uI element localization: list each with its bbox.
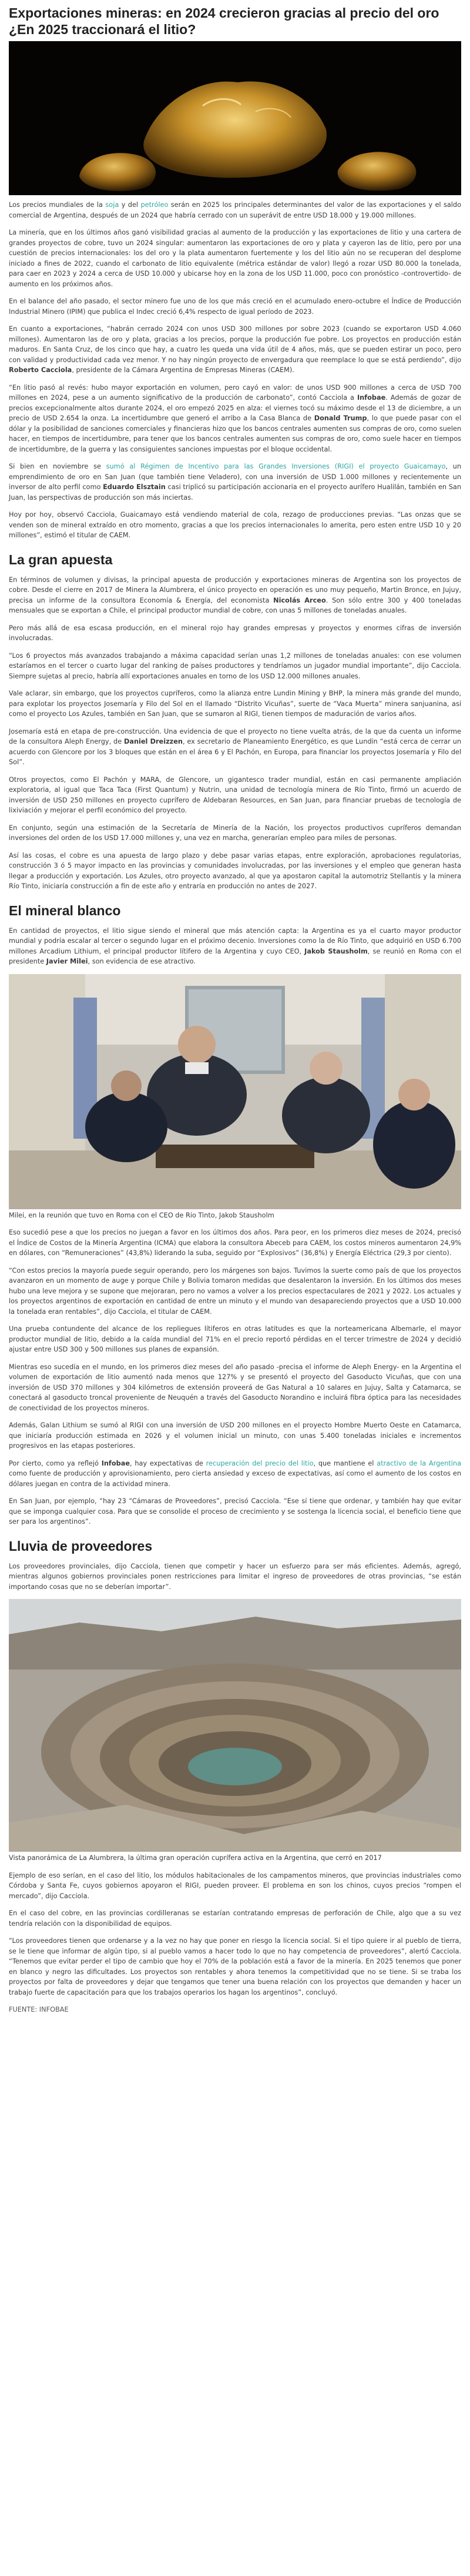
- photo-caption: Vista panorámica de La Alumbrera, la última gran operación cuprífera activa en la Argentina, que cerró en 2017: [9, 1854, 382, 1862]
- paragraph: En cantidad de proyectos, el litio sigue siendo el mineral que más atención capta: la Argentina es ya el cuarto mayor productor mundial y podría escalar al tercer o segundo lugar en el próximo decenio. Inversiones como la de Río Tinto, que adquirió en USD 6.700 millones Arcadium Lithium, el principal productor lítifero de la Argentina y cuyo CEO, Jakob Stausholm, se reunió en Roma con el presidente Javier Milei, son evidencia de ese atractivo.: [9, 926, 461, 965]
- paragraph: En conjunto, según una estimación de la Secretaría de Minería de la Nación, los proyectos productivos cupríferos demandan inversiones del orden de los USD 17.000 millones y, una vez en marcha, generarían empleo para miles de personas.: [9, 824, 461, 842]
- link-rigi-guaicamayo[interactable]: sumó al Régimen de Incentivo para las Grandes Inversiones (RIGI) el proyecto Guaicamayo: [106, 463, 446, 470]
- paragraph: “Los proveedores tienen que ordenarse y a la vez no hay que poner en riesgo la licencia social. Si el tipo quiere ir al pueblo de tierra, se le tiene que informar de algún tipo, si al pueblo vamos a hacer todo lo que no hay competencia de proveedores”, alertó Cacciola. “Tenemos que evitar perder el tipo de cambio que hoy el 70% de la población está a favor de la minería. En 2025 tenemos que poner en blanco y negro las dificultades. Los proyectos son rentables y ahora tenemos la competitividad que no se tiene. Si se traba los proyectos por falta de proveedores y dejar que tengamos que tener una buena relación con los proyectos que demanden y hacer un trabajo fuerte de capacitación para que los trabajos operarios los hagan los argentinos”, concluyó.: [9, 1937, 461, 1996]
- section-title: La gran apuesta: [9, 551, 113, 567]
- paragraph: En el caso del cobre, en las provincias cordilleranas se estarían contratando empresas de perforación de Chile, algo que a su vez tendría relación con la disponibilidad de equipos.: [9, 1909, 461, 1928]
- paragraph: “Los 6 proyectos más avanzados trabajando a máxima capacidad serían unas 1,2 millones de toneladas anuales: con ese volumen estaríamos en el tercer o cuarto lugar del ranking de países productores y tendríamos un jugador mundial importante”, dijo Cacciola. Siempre sujetas al precio, habría allí exportaciones anuales en torno de los USD 12.000 millones anuales.: [9, 651, 461, 680]
- paragraph: Vale aclarar, sin embargo, que los proyectos cupríferos, como la alianza entre Lundin Mining y BHP, la minera más grande del mundo, para explotar los proyectos Josemaría y Filo del Sol en el llamado “Distrito Vicuñas”, suerte de “Vaca Muerta” minera sanjuanina, así como el proyecto Los Azules, también en San Juan, que se sumaron al RIGI, tienen tiempos de maduración de varios años.: [9, 690, 461, 718]
- paragraph: Los precios mundiales de la soja y del petróleo serán en 2025 los principales determinantes del valor de las exportaciones y el saldo comercial de Argentina, después de un 2024 que habría cerrado con un superávit de entre USD 18.000 y 19.000 millones.: [9, 201, 462, 219]
- paragraph: Si bien en noviembre se sumó al Régimen de Incentivo para las Grandes Inversiones (RIGI) el proyecto Guaicamayo, un emprendimiento de oro en San Juan (que también tiene Veladero), con una inversión de USD 1.000 millones y recientemente un inversor de alto perfil como Eduardo Elsztain casi triplicó su participación accionaria en el proyecto aurífero Hualilán, también en San Juan, las perspectivas de producción son más inciertas.: [9, 463, 462, 501]
- link-petroleo[interactable]: petróleo: [140, 201, 169, 209]
- photo-caption: Milei, en la reunión que tuvo en Roma con el CEO de Rio Tinto, Jakob Stausholm: [9, 1211, 274, 1219]
- paragraph: Josemaría está en etapa de pre-construcción. Una evidencia de que el proyecto no tiene vuelta atrás, de la que da cuenta un informe de la consultora Aleph Energy, de Daniel Dreizzen, ex secretario de Planeamiento Energético, es que Lundin “está cerca de cerrar un acuerdo con Glencore por los 3 bloques que están en el área 6 y El Pachón, en Europa, para financiar los proyectos Josemaría y Filo del Sol”.: [9, 727, 461, 766]
- article-source: FUENTE: INFOBAE: [9, 2006, 69, 2013]
- meeting-figure: [9, 974, 461, 1221]
- paragraph: Una prueba contundente del alcance de los repliegues lítiferos en otras latitudes es que la norteamericana Albemarle, el mayor productor mundial de litio, debido a la caída mundial del 71% en el precio reportó pérdidas en el tercer trimestre de 2024 y decidió ajustar entre USD 300 y 500 millones sus planes de expansión.: [9, 1325, 461, 1353]
- paragraph: Hoy por hoy, observó Cacciola, Guaicamayo está vendiendo material de cola, rezago de producciones previas. “Las onzas que se venden son de mineral extraído en otro momento, gracias a que los precios internacionales lo amerita, pero esten entre USD 10 y 20 millones”, estimó el titular de CAEM.: [9, 511, 461, 539]
- section-title: Lluvia de proveedores: [9, 1538, 153, 1554]
- paragraph: Pero más allá de esa escasa producción, en el mineral rojo hay grandes empresas y proyectos y enormes cifras de inversión involucradas.: [9, 624, 461, 642]
- open-pit-mine-photo: [9, 1599, 461, 1852]
- paragraph: Eso sucedió pese a que los precios no juegan a favor en los últimos dos años. Para peor, en los primeros diez meses de 2024, precisó el Índice de Costos de la Minería Argentina (ICMA) que elabora la consultora Abeceb para CAEM, los costos mineros aumentaron 24,9% en dólares, con “Remuneraciones” (43,8%) liderando la suba, seguido por “Explosivos” (36,8%) y Energía Eléctrica (29,3 por ciento).: [9, 1229, 461, 1257]
- paragraph: Mientras eso sucedía en el mundo, en los primeros diez meses del año pasado -precisa el informe de Aleph Energy- en la Argentina el volumen de exportación de litio aumentó nada menos que 127% y se presentó el proyecto del Gasoducto Vicuñas, que con una inversión de USD 370 millones y 304 kilómetros de extensión proveerá de Gas Natural a 10 salares en Jujuy, Salta y Catamarca, se conectará al gasoducto troncal proveniente de Neuquén a través del Gasoducto Norandino e incluirá fibra óptica para las necesidades de conectividad de los proyectos mineros.: [9, 1363, 461, 1412]
- link-precio-litio[interactable]: recuperación del precio del litio: [206, 1459, 314, 1467]
- gold-nuggets-photo: [9, 41, 461, 195]
- paragraph: En el balance del año pasado, el sector minero fue uno de los que más creció en el acumulado enero-octubre el Índice de Producción Industrial Minero (IPIM) que publica el Indec creció 6,4% respecto de igual período de 2023.: [9, 297, 461, 316]
- paragraph: Los proveedores provinciales, dijo Cacciola, tienen que competir y hacer un esfuerzo para ser más eficientes. Además, agregó, mientras algunos gobiernos provinciales ponen restricciones para limitar el ingreso de proveedores de otras provincias, “se están importando cosas que no se deberían importar”.: [9, 1562, 461, 1591]
- paragraph: Así las cosas, el cobre es una apuesta de largo plazo y debe pasar varias etapas, entre exploración, aprobaciones regulatorias, construcción 3 ó 5 mayor impacto en las provincias y comunidades involucradas, por las inversiones y el empleo que generan hasta llegar a producción y exportación. Los Azules, otro proyecto avanzado, al que ya apostaron capital la automotriz Stellantis y la minera Río Tinto, iniciaría construcción a fin de este año y entraría en producción no antes de 2027.: [9, 851, 461, 890]
- paragraph: “Con estos precios la mayoría puede seguir operando, pero los márgenes son bajos. Tuvimos la suerte como país de que los proyectos avanzaron en un momento de auge y porque Chile y Bolivia tomaron medidas que desalentaron la inversión. En los últimos dos meses hubo una leve mejora y se supone que mejoraran, pero no vamos a volver a los precios espectaculares de 2021 y 2022. Los actuales y los proyectos argentinos de exportación en cantidad de entre un minuto y el mundo van desapareciendo proyectos que a USD 10.000 la tonelada eran rentables”, dijo Cacciola, el titular de CAEM.: [9, 1266, 461, 1316]
- paragraph: “En litio pasó al revés: hubo mayor exportación en volumen, pero cayó en valor: de unos USD 900 millones a cerca de USD 700 millones en 2024, pese a un aumento significativo de la producción de carbonato”, contó Cacciola a Infobae. Además de gozar de precios excepcionalmente altos durante 2024, el oro empezó 2025 en alza: el viernes tocó su máximo desde el 13 de diciembre, a un precio de USD 2.654 la onza. La incertidumbre que generó el arribo a la Casa Blanca de Donald Trump, lo que puede pasar con el dólar y la posibilidad de sanciones comerciales y financieras hizo que los bancos centrales aumenten sus compras de oro, como suelen hacer, en tiempos de incertidumbre, para tener que los bancos centrales aumenten sus compras de oro, como suele hacer en tiempos de incertidumbre, de la guerra y las consiguientes sanciones impuestas por el bloque occidental.: [9, 383, 461, 453]
- paragraph: Por cierto, como ya reflejó Infobae, hay expectativas de recuperación del precio del litio, que mantiene el atractivo de la Argentina como fuente de producción y aprovisionamiento, pero cierta ansiedad y exceso de expectativas, así como el aumento de los costos en dólares juegan en contra de la actividad minera.: [9, 1459, 462, 1488]
- paragraph: Otros proyectos, como El Pachón y MARA, de Glencore, un gigantesco trader mundial, están en casi permanente ampliación exploratoria, al igual que Taca Taca (First Quantum) y Nutrin, una unidad de tecnología minera de Río Tinto, firmó un acuerdo de inversión de USD 250 millones en proyecto cuprífero de Aldebaran Resources, en San Juan, para financiar pruebas de tecnología de lixiviación y mejorar el perfil económico del proyecto.: [9, 775, 461, 814]
- paragraph: En términos de volumen y divisas, la principal apuesta de producción y exportaciones mineras de Argentina son los proyectos de cobre. Desde el cierre en 2017 de Minera la Alumbrera, el único proyecto en operación es uno muy pequeño, Martin Bronce, en Jujuy, precisa un informe de la consultora Economía & Energía, del economista Nicolás Arceo. Son sólo entre 300 y 400 toneladas mensuales que se exportan a Chile, el principal productor mundial de cobre, con unas 5 millones de toneladas anuales.: [9, 576, 461, 614]
- mine-figure: [9, 1599, 461, 1864]
- article-title: Exportaciones mineras: en 2024 crecieron gracias al precio del oro ¿En 2025 traccionará el litio?: [9, 5, 439, 37]
- meeting-photo: [9, 974, 461, 1209]
- hero-figure: [9, 41, 461, 195]
- link-soja[interactable]: soja: [105, 201, 119, 209]
- paragraph: En cuanto a exportaciones, “habrán cerrado 2024 con unos USD 300 millones por sobre 2023 (cuando se exportaron USD 4.060 millones). Aumentaron las de oro y plata, gracias a los precios, porque la producción fue pobre. Los proyectos en producción están maduros. En Santa Cruz, de los cinco que hay, a cuatro les queda una vida útil de 4 años, más, que se pueden estirar un poco, pero con validad y productividad cada vez menor. Y no hay ningún proyecto de envergadura que reemplace lo que se está perdiendo”, dijo Roberto Cacciola, presidente de la Cámara Argentina de Empresas Mineras (CAEM).: [9, 325, 461, 374]
- section-title: El mineral blanco: [9, 902, 121, 918]
- paragraph: La minería, que en los últimos años ganó visibilidad gracias al aumento de la producción y las exportaciones de litio y una cartera de grandes proyectos de cobre, tuvo un 2024 singular: aumentaron las exportaciones de oro y plata y cayeron las de litio, pero por una cuestión de precios internacionales: los del oro y la plata aumentaron fuertemente y los del litio aún no se recuperan del desplome iniciado a fines de 2022, cuando el carbonato de litio equivalente (métrica estándar de valor) llegó a rozar USD 80.000 la tonelada, para caer en 2023 y 2024 a cerca de USD 10.000 y ubicarse hoy en la zona de los USD 11.000, poco con pronóstico -controvertido- de aumento en los próximos años.: [9, 229, 461, 288]
- paragraph: En San Juan, por ejemplo, “hay 23 “Cámaras de Proveedores”, precisó Cacciola. “Ese sí tiene que ordenar, y también hay que evitar que se imponga cualquier cosa. Para que se consolide el proceso de crecimiento y se sostenga la licencia social, el beneficio tiene que ser para los argentinos”.: [9, 1497, 461, 1525]
- link-atractivo-argentina[interactable]: atractivo de la Argentina: [377, 1459, 462, 1467]
- paragraph: Además, Galan Lithium se sumó al RIGI con una inversión de USD 200 millones en el proyecto Hombre Muerto Oeste en Catamarca, que iniciaría producción estimada en 2026 y el volumen inicial un minuto, con unas 5.400 toneladas iniciales e incrementos progresivos en las etapas posteriores.: [9, 1421, 461, 1450]
- paragraph: Ejemplo de eso serían, en el caso del litio, los módulos habitacionales de los campamentos mineros, que provincias industriales como Córdoba y Santa Fe, cuyos gobiernos apoyaron el RIGI, pueden proveer. El problema en son los chinos, cuyos precios “rompen el mercado”, dijo Cacciola.: [9, 1871, 461, 1900]
